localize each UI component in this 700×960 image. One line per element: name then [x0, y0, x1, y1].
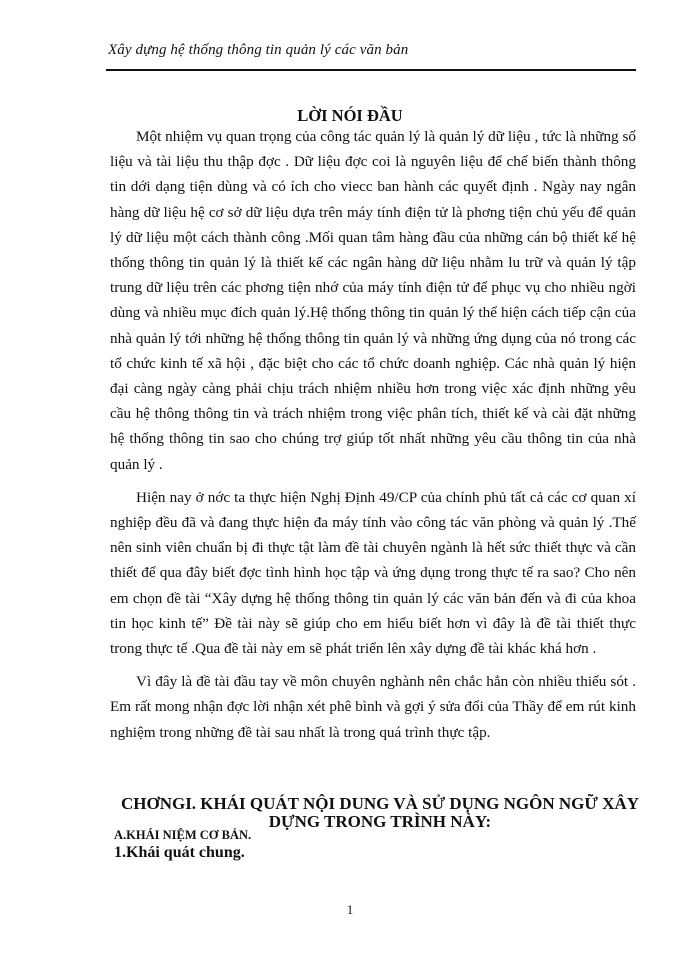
page-number: 1	[346, 902, 354, 917]
header-rule	[106, 69, 636, 71]
running-header: Xây dựng hệ thống thông tin quản lý các văn bản	[108, 42, 409, 58]
document-title: LỜI NÓI ĐẦU	[297, 106, 403, 125]
body-text	[110, 124, 636, 745]
section-heading-1: 1.Khái quát chung.	[114, 844, 245, 861]
section-heading-a: A.KHÁI NIỆM CƠ BẢN.	[114, 828, 252, 842]
paragraph: Một nhiệm vụ quan trọng của công tác quản lý là quản lý dữ liệu , tức là những số liệu và tài liệu thu thập đợc . Dữ liệu đợc coi là nguyên liệu để chế biến thành thông tin dới dạng tiện dùng và có ích cho viecc ban hành các quyết định . Ngày nay ngân hàng dữ liệu hệ cơ sở dữ liệu dựa trên máy tính điện tử là phơng tiện chủ yếu để quản lý dữ liệu một cách thành công .Mối quan tâm hàng đầu của những cán bộ thiết kế hệ thống thông tin quản lý là thiết kế các ngân hàng dữ liệu nhằm lu trữ và quản lý tập trung dữ liệu trên các phơng tiện nhớ của máy tính điện tử để phục vụ cho nhiều ngời dùng và nhiều mục đích quản lý.Hệ thống thông tin quản lý thể hiện cách tiếp cận của nhà quản lý tới những hệ thống thông tin quản lý và những ứng dụng của nó trong các tổ chức kinh tế xã hội , đặc biệt cho các tổ chức doanh nghiệp. Các nhà quản lý hiện đại càng ngày càng phải chịu trách nhiệm nhiều hơn trong việc xác định những yêu cầu hệ thông thông tin và trách nhiệm trong việc phân tích, thiết kế và cài đặt những hệ thống thông tin sao cho chúng trợ giúp tốt nhất những yêu cầu thông tin của nhà quản lý .	[110, 128, 636, 473]
paragraph: Vì đây là đề tài đầu tay về môn chuyên nghành nên chắc hẳn còn nhiều thiếu sót . Em rất mong nhận đợc lời nhận xét phê bình và gợi ý sửa đổi của Thầy để em rút kinh nghiệm trong những đề tài sau nhất là trong quá trình thực tập.	[110, 673, 636, 741]
paragraph: Hiện nay ở nớc ta thực hiện Nghị Định 49/CP của chính phủ tất cả các cơ quan xí nghiệp đều đã và đang thực hiện đa máy tính vào công tác văn phòng và quản lý .Thế nên sinh viên chuẩn bị đi thực tật làm đề tài chuyên ngành là hết sức thiết thực và cần thiết để qua đây biết đợc tình hình học tập và ứng dụng trong thực tế ra sao? Cho nên em chọn đề tài “Xây dựng hệ thống thông tin quản lý các văn bản đến và đi của khoa tin học kinh tế” Đề tài này sẽ giúp cho em hiểu biết hơn vì đây là đề tài thiết thực trong thực tế .Qua đề tài này em sẽ phát triển lên xây dựng đề tài khác khá hơn .	[110, 488, 636, 658]
chapter-heading: CHƠNGI. KHÁI QUÁT NỘI DUNG VÀ SỬ DỤNG NGÔN NGỮ XÂY DỰNG TRONG TRÌNH NÀY:	[120, 794, 640, 831]
